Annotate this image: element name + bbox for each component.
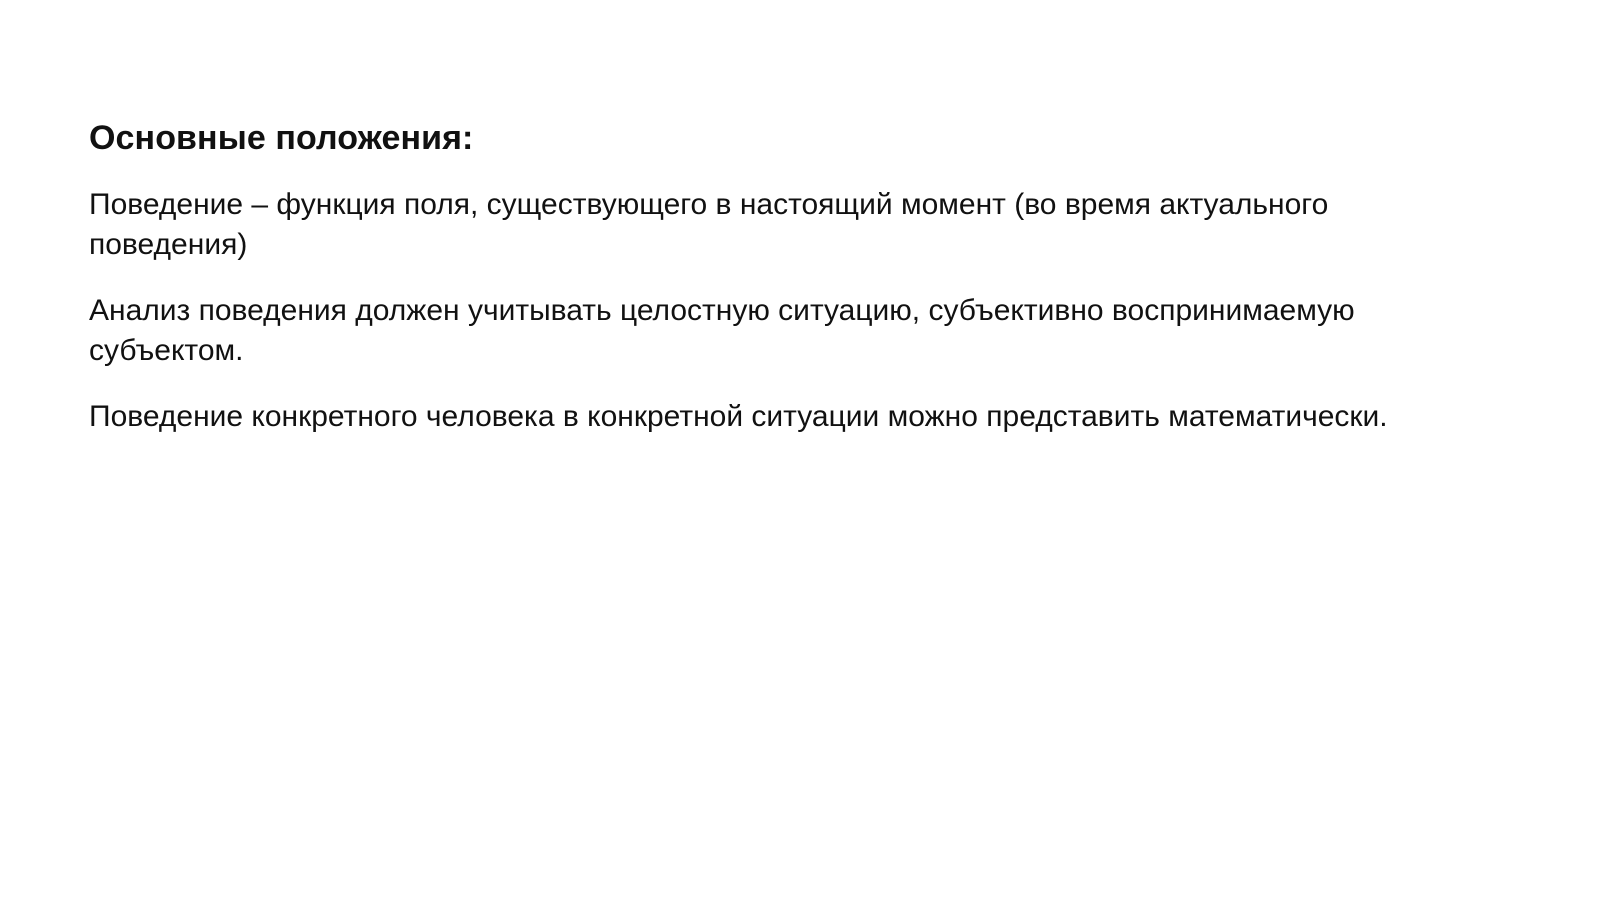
paragraph-behavior-analysis: Анализ поведения должен учитывать целостную ситуацию, субъективно воспринимаемую субъектом. xyxy=(89,294,1355,367)
paragraph-behavior-field-function: Поведение – функция поля, существующего в настоящий момент (во время актуального поведения) xyxy=(89,188,1329,261)
slide-content xyxy=(89,118,1489,437)
paragraph-mathematical-representation: Поведение конкретного человека в конкретной ситуации можно представить математически. xyxy=(89,400,1388,433)
slide-heading: Основные положения: xyxy=(89,119,474,157)
